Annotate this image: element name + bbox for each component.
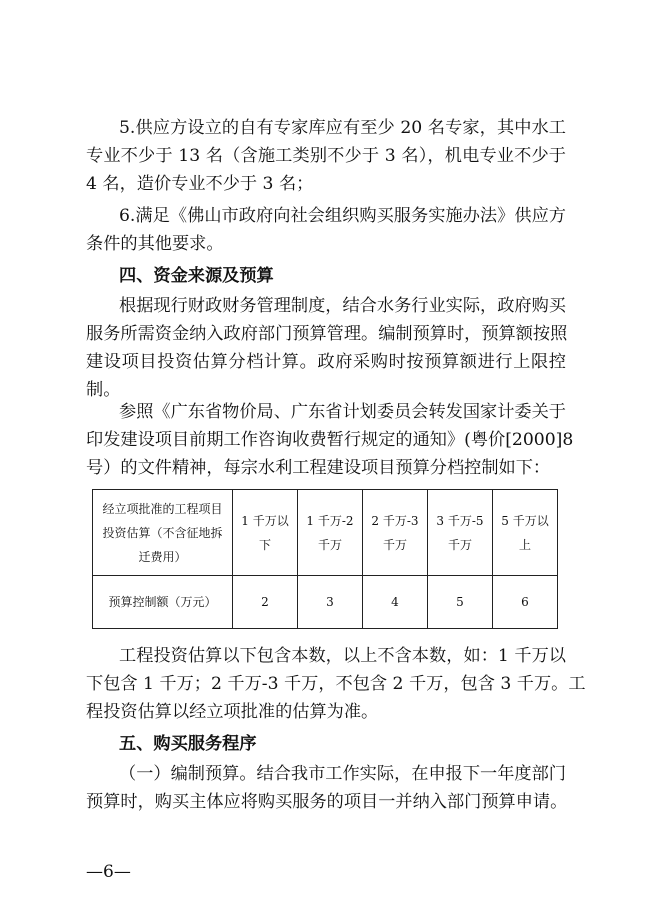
table-row-label: 预算控制额（万元） bbox=[93, 576, 233, 629]
heading-text: 四、资金来源及预算 bbox=[119, 266, 274, 286]
text-line: 制。 bbox=[86, 380, 121, 400]
table-column-header: 2 千万-3 千万 bbox=[363, 490, 428, 576]
text-line: 预算时，购买主体应将购买服务的项目一并纳入部门预算申请。 bbox=[86, 792, 568, 812]
heading-text: 五、购买服务程序 bbox=[119, 734, 257, 754]
paragraph-prepare-budget bbox=[86, 760, 566, 816]
paragraph-reference-notice bbox=[86, 398, 574, 482]
table-cell: 6 bbox=[493, 576, 558, 629]
budget-control-table bbox=[92, 489, 558, 629]
table-cell: 4 bbox=[363, 576, 428, 629]
section-heading-funding bbox=[86, 262, 566, 290]
table-cell: 2 bbox=[233, 576, 298, 629]
table-column-header: 1 千万以下 bbox=[233, 490, 298, 576]
page-number: —6— bbox=[86, 862, 131, 882]
text-line: 服务所需资金纳入政府部门预算管理。编制预算时，预算额按照 bbox=[86, 324, 568, 344]
table-header-label: 经立项批准的工程项目投资估算（不含征地拆迁费用） bbox=[93, 490, 233, 576]
paragraph-expert-pool bbox=[86, 114, 566, 198]
text-line: 号）的文件精神，每宗水利工程建设项目预算分档控制如下： bbox=[86, 458, 551, 478]
text-line: 建设项目投资估算分档计算。政府采购时按预算额进行上限控 bbox=[86, 352, 566, 372]
table-column-header: 5 千万以上 bbox=[493, 490, 558, 576]
text-line: 5.供应方设立的自有专家库应有至少 20 名专家，其中水工 bbox=[119, 118, 566, 138]
text-line: 4 名，造价专业不少于 3 名； bbox=[86, 174, 314, 194]
text-line: 专业不少于 13 名（含施工类别不少于 3 名），机电专业不少于 bbox=[86, 146, 566, 166]
table-row bbox=[93, 576, 558, 629]
section-heading-procedure bbox=[86, 730, 566, 758]
paragraph-estimate-rules bbox=[86, 642, 586, 726]
text-line: 根据现行财政财务管理制度，结合水务行业实际，政府购买 bbox=[119, 296, 566, 316]
text-line: 程投资估算以经立项批准的估算为准。 bbox=[86, 702, 379, 722]
text-line: 工程投资估算以下包含本数，以上不含本数，如：1 千万以 bbox=[119, 646, 566, 666]
table-cell: 3 bbox=[298, 576, 363, 629]
text-line: 印发建设项目前期工作咨询收费暂行规定的通知》(粤价[2000]8 bbox=[86, 430, 574, 450]
text-line: 6.满足《佛山市政府向社会组织购买服务实施办法》供应方 bbox=[119, 206, 566, 226]
paragraph-other-requirements bbox=[86, 202, 566, 258]
text-line: 参照《广东省物价局、广东省计划委员会转发国家计委关于 bbox=[119, 402, 566, 422]
table-row bbox=[93, 490, 558, 576]
paragraph-budget-management bbox=[86, 292, 566, 404]
table-column-header: 3 千万-5 千万 bbox=[428, 490, 493, 576]
text-line: 条件的其他要求。 bbox=[86, 234, 224, 254]
text-line: 下包含 1 千万；2 千万-3 千万，不包含 2 千万，包含 3 千万。工 bbox=[86, 674, 586, 694]
table-cell: 5 bbox=[428, 576, 493, 629]
table-column-header: 1 千万-2 千万 bbox=[298, 490, 363, 576]
text-line: （一）编制预算。结合我市工作实际，在申报下一年度部门 bbox=[119, 764, 566, 784]
